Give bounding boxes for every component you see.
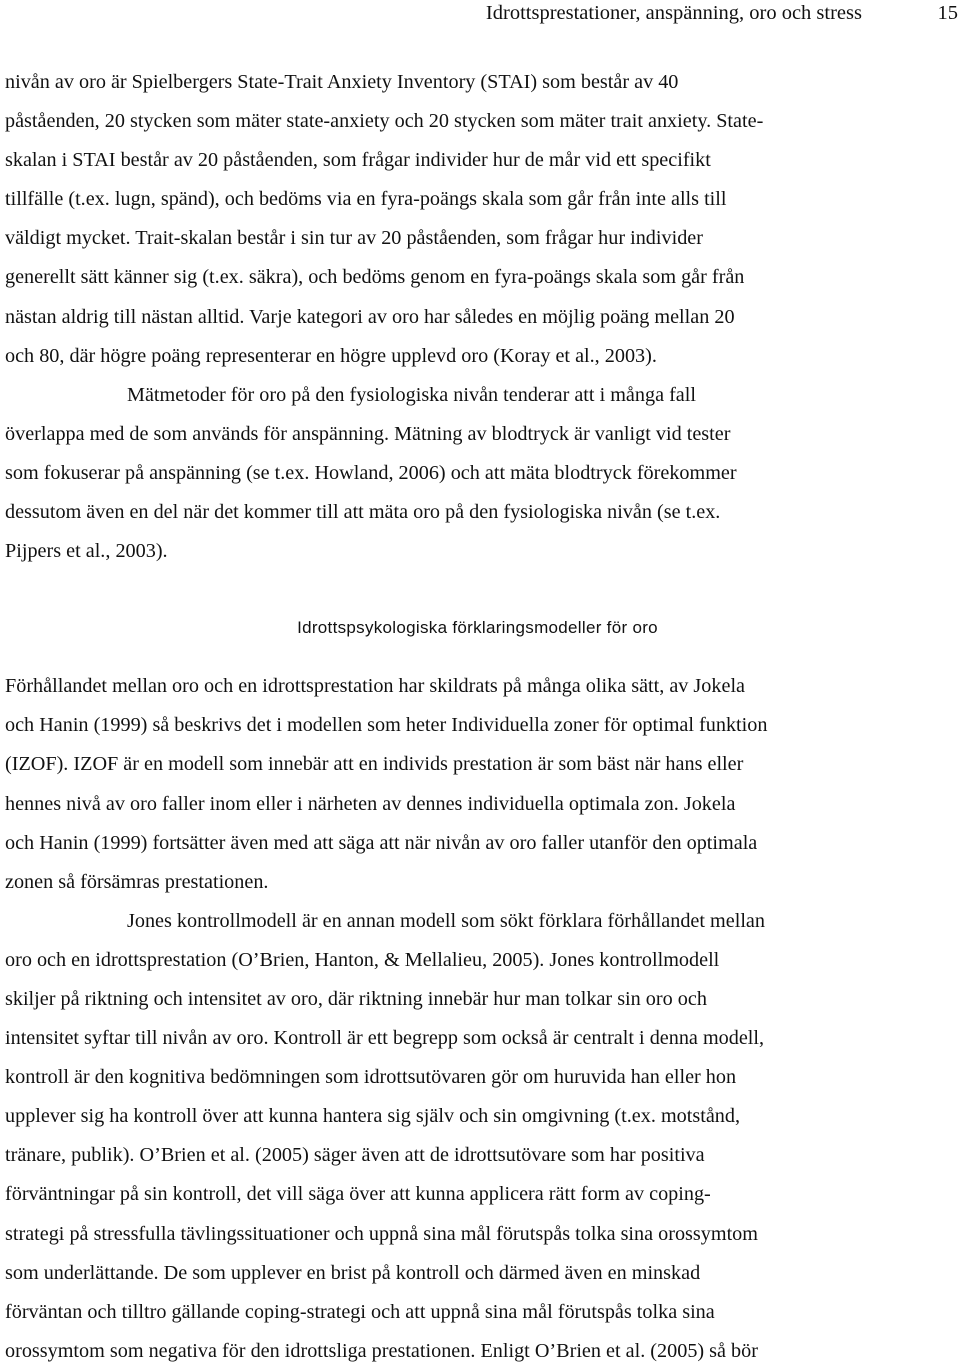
section-heading: Idrottspsykologiska förklaringsmodeller för oro bbox=[297, 618, 658, 638]
text-line: överlappa med de som används för anspänning. Mätning av blodtryck är vanligt vid tester bbox=[5, 422, 731, 445]
text-line: Jones kontrollmodell är en annan modell som sökt förklara förhållandet mellan bbox=[127, 909, 765, 932]
text-line: som underlättande. De som upplever en brist på kontroll och därmed även en minskad bbox=[5, 1261, 701, 1284]
text-line: generellt sätt känner sig (t.ex. säkra), och bedöms genom en fyra-poängs skala som går från bbox=[5, 266, 745, 289]
text-line: oro och en idrottsprestation (O’Brien, Hanton, & Mellalieu, 2005). Jones kontrollmodell bbox=[5, 948, 720, 971]
running-title: Idrottsprestationer, anspänning, oro och stress bbox=[485, 2, 862, 24]
text-line: skalan i STAI består av 20 påståenden, som frågar individer hur de mår vid ett specifikt bbox=[5, 149, 711, 172]
text-line: Mätmetoder för oro på den fysiologiska nivån tenderar att i många fall bbox=[127, 383, 696, 406]
text-line: dessutom även en del när det kommer till att mäta oro på den fysiologiska nivån (se t.ex. bbox=[5, 501, 721, 524]
text-line: skiljer på riktning och intensitet av oro, där riktning innebär hur man tolkar sin oro och bbox=[5, 987, 707, 1010]
text-line: och Hanin (1999) fortsätter även med att säga att när nivån av oro faller utanför den optimala bbox=[5, 831, 758, 854]
text-line: förväntningar på sin kontroll, det vill säga över att kunna applicera rätt form av coping- bbox=[5, 1183, 711, 1206]
text-line: tillfälle (t.ex. lugn, spänd), och bedöms via en fyra-poängs skala som går från inte alls till bbox=[5, 188, 727, 211]
text-line: nästan aldrig till nästan alltid. Varje kategori av oro har således en möjlig poäng mellan 20 bbox=[5, 305, 735, 328]
text-line: zonen så försämras prestationen. bbox=[5, 870, 269, 893]
paragraph-physiological-measures bbox=[5, 376, 960, 571]
text-line: intensitet syftar till nivån av oro. Kontroll är ett begrepp som också är centralt i denna modell, bbox=[5, 1027, 765, 1050]
paragraph-izof bbox=[5, 667, 960, 902]
body-text bbox=[5, 63, 960, 1371]
text-line: (IZOF). IZOF är en modell som innebär att en individs prestation är som bäst när hans eller bbox=[5, 753, 744, 776]
text-line: hennes nivå av oro faller inom eller i närheten av dennes individuella optimala zon. Jokela bbox=[5, 792, 736, 815]
spacer bbox=[5, 571, 960, 608]
text-line: nivån av oro är Spielbergers State-Trait Anxiety Inventory (STAI) som består av 40 bbox=[5, 71, 679, 93]
text-line: och 80, där högre poäng representerar en högre upplevd oro (Koray et al., 2003). bbox=[5, 344, 657, 367]
text-line: strategi på stressfulla tävlingssituationer och uppnå sina mål förutspås tolka sina orossymtom bbox=[5, 1222, 758, 1245]
text-line: som fokuserar på anspänning (se t.ex. Howland, 2006) och att mäta blodtryck förekommer bbox=[5, 461, 737, 484]
text-line: tränare, publik). O’Brien et al. (2005) säger även att de idrottsutövare som har positiva bbox=[5, 1144, 705, 1167]
text-line: och Hanin (1999) så beskrivs det i modellen som heter Individuella zoner för optimal funktion bbox=[5, 714, 768, 737]
text-line: upplever sig ha kontroll över att kunna hantera sig själv och sin omgivning (t.ex. motstånd, bbox=[5, 1105, 741, 1128]
text-line: Pijpers et al., 2003). bbox=[5, 540, 168, 563]
page-number: 15 bbox=[937, 2, 958, 24]
text-line: påståenden, 20 stycken som mäter state-anxiety och 20 stycken som mäter trait anxiety. State- bbox=[5, 110, 764, 133]
text-line: Förhållandet mellan oro och en idrottsprestation har skildrats på många olika sätt, av Jokela bbox=[5, 675, 746, 698]
text-line: förväntan och tilltro gällande coping-strategi och att uppnå sina mål förutspås tolka sina bbox=[5, 1300, 715, 1323]
paragraph-stai bbox=[5, 63, 960, 376]
running-header bbox=[0, 0, 960, 30]
spacer bbox=[5, 647, 960, 667]
text-line: väldigt mycket. Trait-skalan består i sin tur av 20 påståenden, som frågar hur individer bbox=[5, 227, 703, 250]
text-line: kontroll är den kognitiva bedömningen som idrottsutövaren gör om huruvida han eller hon bbox=[5, 1066, 737, 1089]
text-line: orossymtom som negativa för den idrottsliga prestationen. Enligt O’Brien et al. (2005) så bör bbox=[5, 1339, 758, 1362]
paragraph-jones-control-model bbox=[5, 902, 960, 1371]
